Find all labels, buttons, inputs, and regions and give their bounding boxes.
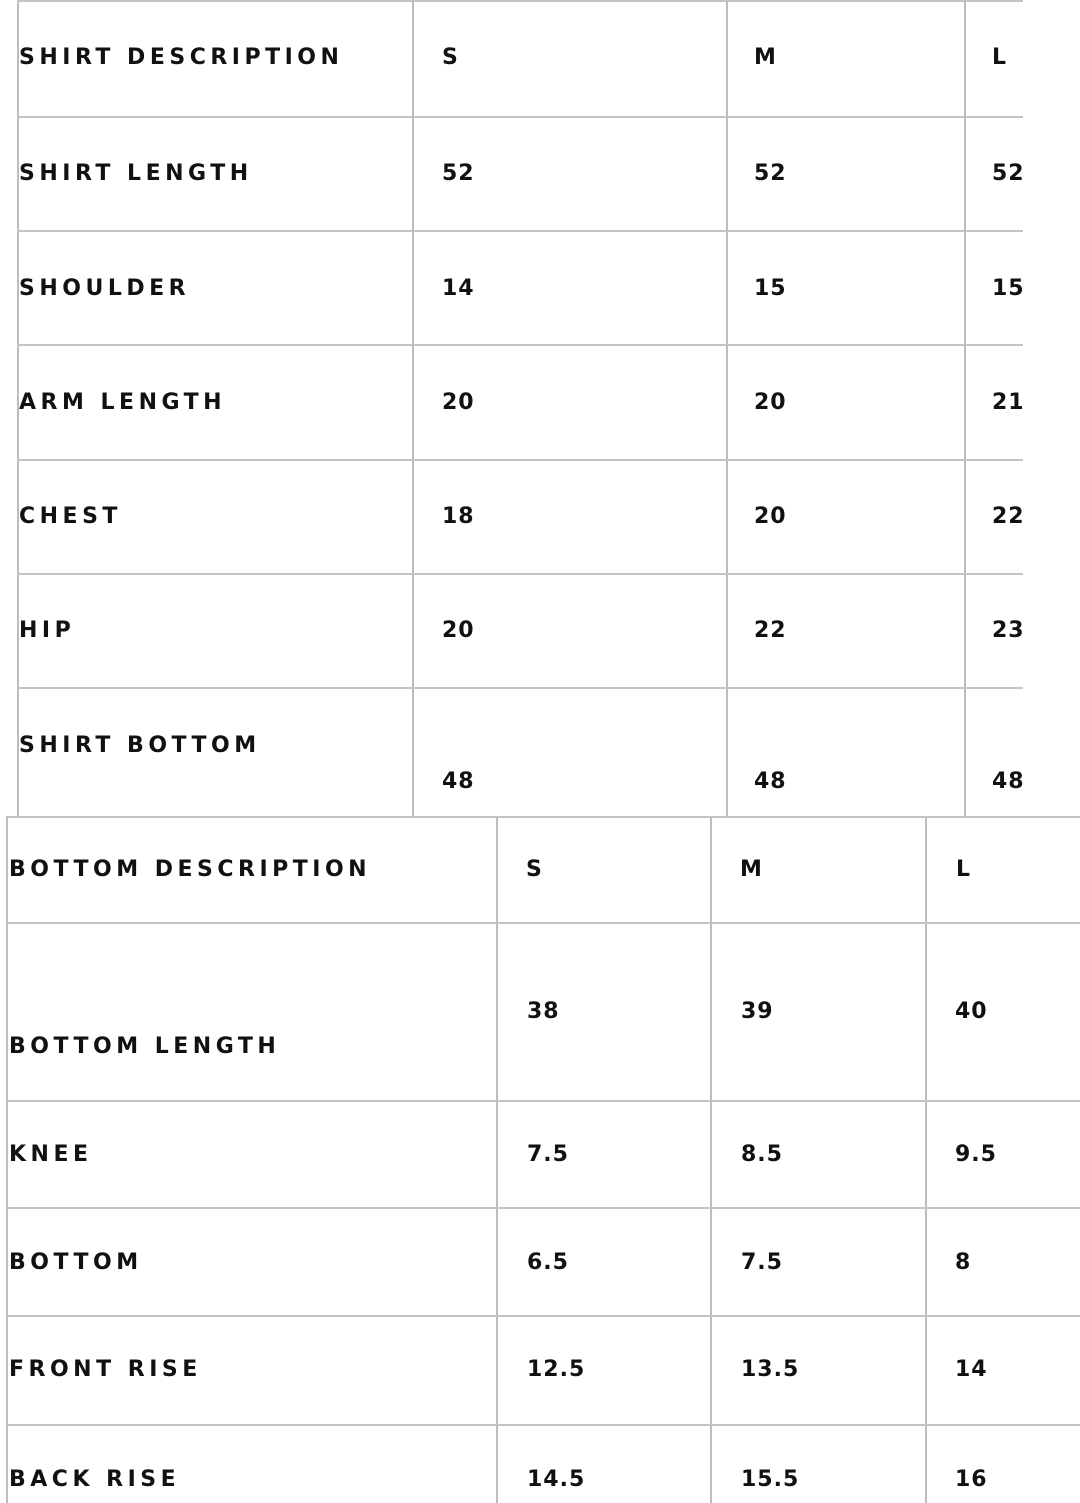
header-size-l: L	[956, 857, 975, 882]
size-s-value: 14.5	[527, 1467, 586, 1492]
table-rule	[17, 116, 1023, 118]
size-m-value: 7.5	[741, 1250, 783, 1275]
size-l-value: 52	[992, 161, 1025, 186]
size-m-value: 15.5	[741, 1467, 800, 1492]
row-label: HIP	[19, 618, 76, 643]
header-size-l: L	[992, 45, 1011, 70]
size-s-value: 20	[442, 390, 475, 415]
size-l-value: 8	[955, 1250, 972, 1275]
size-l-value: 48	[992, 769, 1025, 794]
size-l-value: 40	[955, 999, 988, 1024]
header-size-s: S	[442, 45, 463, 70]
table-rule	[6, 922, 1080, 924]
table-rule	[964, 0, 966, 818]
size-l-value: 14	[955, 1357, 988, 1382]
size-s-value: 20	[442, 618, 475, 643]
header-description: SHIRT DESCRIPTION	[19, 45, 344, 70]
size-l-value: 22	[992, 504, 1025, 529]
size-m-value: 8.5	[741, 1142, 783, 1167]
table-rule	[6, 816, 1080, 818]
table-rule	[726, 0, 728, 818]
table-rule	[17, 344, 1023, 346]
table-rule	[412, 0, 414, 818]
row-label: BOTTOM	[9, 1250, 143, 1275]
table-rule	[6, 1424, 1080, 1426]
size-m-value: 20	[754, 504, 787, 529]
row-label: BOTTOM LENGTH	[9, 1034, 281, 1059]
row-label: FRONT RISE	[9, 1357, 202, 1382]
row-label: SHOULDER	[19, 276, 191, 301]
table-rule	[17, 687, 1023, 689]
header-size-m: M	[740, 857, 767, 882]
size-l-value: 16	[955, 1467, 988, 1492]
size-s-value: 12.5	[527, 1357, 586, 1382]
header-size-s: S	[526, 857, 547, 882]
header-size-m: M	[754, 45, 781, 70]
size-s-value: 7.5	[527, 1142, 569, 1167]
table-rule	[6, 1207, 1080, 1209]
table-rule	[17, 230, 1023, 232]
header-description: BOTTOM DESCRIPTION	[9, 857, 372, 882]
table-rule	[6, 1315, 1080, 1317]
table-rule	[6, 816, 8, 1503]
table-rule	[17, 573, 1023, 575]
table-rule	[17, 0, 1023, 2]
size-s-value: 6.5	[527, 1250, 569, 1275]
table-rule	[925, 816, 927, 1503]
row-label: SHIRT LENGTH	[19, 161, 253, 186]
size-l-value: 21	[992, 390, 1025, 415]
size-m-value: 52	[754, 161, 787, 186]
table-rule	[710, 816, 712, 1503]
size-l-value: 15	[992, 276, 1025, 301]
size-s-value: 52	[442, 161, 475, 186]
row-label: KNEE	[9, 1142, 93, 1167]
size-m-value: 13.5	[741, 1357, 800, 1382]
size-m-value: 20	[754, 390, 787, 415]
table-rule	[6, 1100, 1080, 1102]
table-rule	[17, 459, 1023, 461]
size-m-value: 22	[754, 618, 787, 643]
row-label: BACK RISE	[9, 1467, 181, 1492]
row-label: SHIRT BOTTOM	[19, 733, 261, 758]
table-rule	[496, 816, 498, 1503]
size-s-value: 38	[527, 999, 560, 1024]
size-m-value: 39	[741, 999, 774, 1024]
row-label: CHEST	[19, 504, 122, 529]
size-m-value: 15	[754, 276, 787, 301]
size-s-value: 14	[442, 276, 475, 301]
size-s-value: 18	[442, 504, 475, 529]
bottom-size-table	[0, 816, 1080, 1503]
size-l-value: 23	[992, 618, 1025, 643]
size-s-value: 48	[442, 769, 475, 794]
row-label: ARM LENGTH	[19, 390, 227, 415]
size-m-value: 48	[754, 769, 787, 794]
size-l-value: 9.5	[955, 1142, 997, 1167]
